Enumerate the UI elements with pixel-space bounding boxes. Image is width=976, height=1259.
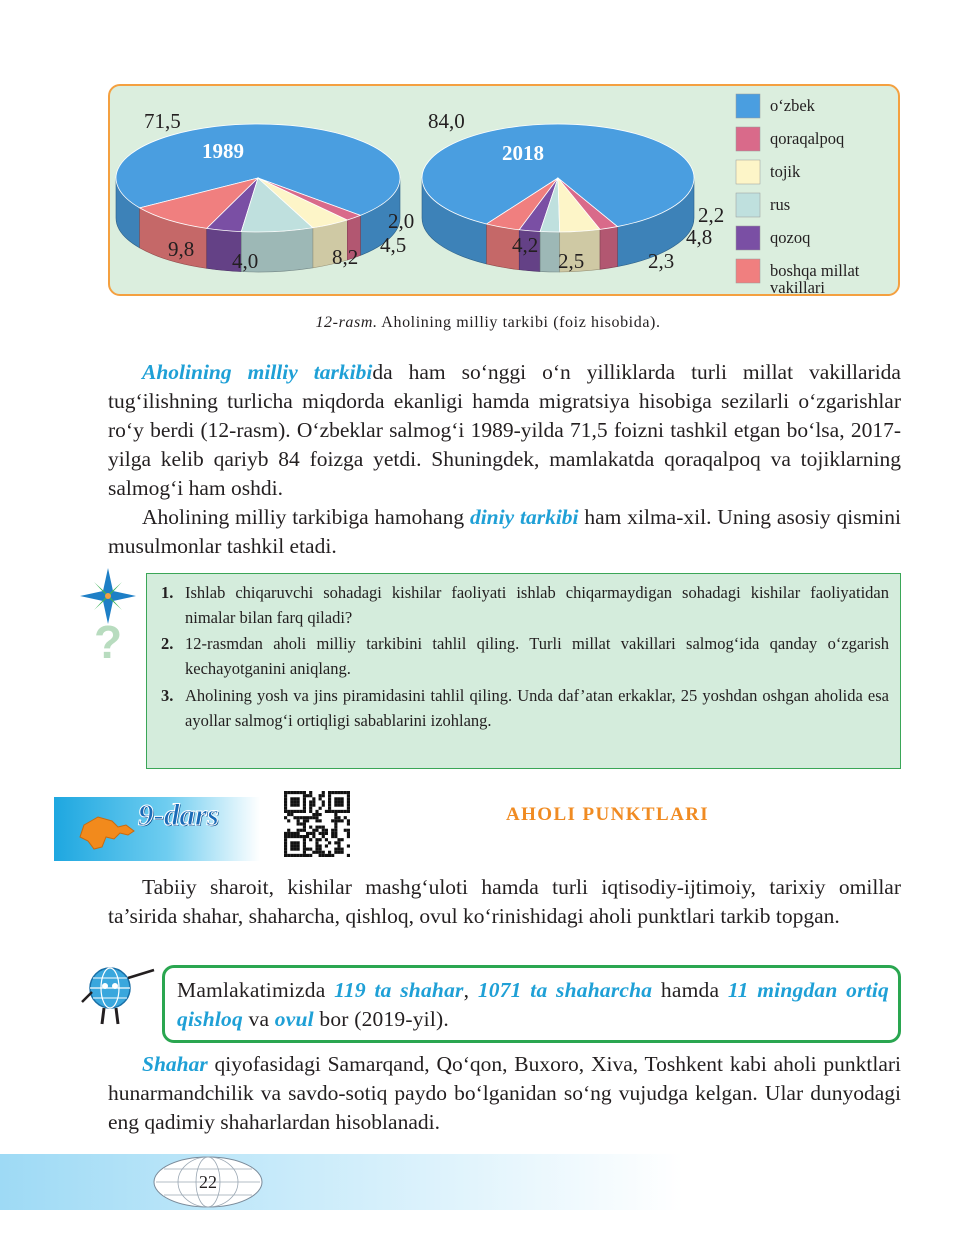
pie-value-label: 9,8 [168, 237, 195, 261]
legend-swatch [736, 226, 760, 250]
intro-paragraph-2-end: ham xilma-xil. Uning asosiy qismini musulmonlar tashkil etadi. [108, 505, 901, 558]
uzbekistan-map-icon [54, 797, 144, 861]
question-item [161, 683, 889, 733]
legend-swatch [736, 94, 760, 118]
figure-caption [0, 314, 976, 332]
legend-label: boshqa millat [770, 261, 860, 280]
term-city: Shahar [142, 1052, 208, 1076]
term-national-composition: Aholining milliy tarkibi [142, 360, 373, 384]
legend-label: qoraqalpoq [770, 129, 845, 148]
legend-label: rus [770, 195, 791, 214]
section-paragraph-2 [108, 1050, 901, 1137]
pie-value-label: 4,5 [380, 233, 407, 257]
questions-box [146, 573, 901, 769]
section-paragraph-2-text: qiyofasidagi Samarqand, Qo‘qon, Buxoro, Xiva, Toshkent kabi aholi punktlari hunarmandchilik va savdo-sotiq paydo bo‘lganidan so‘ng vujudga kelgan. Ular dunyodagi eng qadimiy shaharlardan hisoblanadi. [108, 1052, 901, 1134]
caption-label: 12-rasm. [315, 314, 378, 331]
question-number: 3. [161, 686, 174, 705]
info-text-part: va [242, 1007, 275, 1031]
info-text-part: hamda [652, 978, 728, 1002]
chart-legend [736, 94, 860, 296]
legend-swatch [736, 127, 760, 151]
info-highlight-villages: 11 mingdan ortiq qishloq [177, 978, 889, 1031]
footer-bar [0, 1154, 976, 1210]
pie-2018 [422, 109, 724, 273]
question-text: 12-rasmdan aholi milliy tarkibini tahlil qiling. Turli millat vakillari salmog‘ida qanday o‘zgarish kechayotganini aniqlang. [185, 634, 889, 678]
info-box [162, 965, 901, 1043]
legend-label: vakillari [770, 278, 825, 297]
compass-question-icon [72, 566, 142, 662]
legend-swatch [736, 193, 760, 217]
pie-chart-figure [108, 84, 900, 296]
question-text: Aholining yosh va jins piramidasini tahlil qiling. Unda daf’atan erkaklar, 25 yoshdan oshgan aholida esa ayollar salmog‘i ortiqligi sabablarini izohlang. [185, 686, 889, 730]
svg-text:?: ? [93, 616, 123, 662]
legend-label: o‘zbek [770, 96, 815, 115]
page-number: 22 [199, 1172, 217, 1192]
intro-paragraph-1-text: da ham so‘nggi o‘n yilliklarda turli millat vakillarida tug‘ilishning turlicha miqdorda ekanligi hamda migratsiya hisobiga sezilarli o‘zgarishlar ro‘y berdi (12-rasm). O‘zbeklar salmog‘i 1989-yilda 71,5 foizni tashkil etgan bo‘lsa, 2017-yilga kelib qariyb 84 foizga yetdi. Shuningdek, mamlakatda qoraqalpoq va tojiklarning salmog‘i ham oshdi. [108, 360, 901, 500]
lesson-number: 9-dars [138, 797, 219, 832]
legend-label: tojik [770, 162, 801, 181]
pie-charts [110, 86, 900, 296]
pie-value-label: 2,0 [388, 209, 415, 233]
question-item [161, 631, 889, 681]
intro-paragraph-2 [108, 503, 901, 561]
pie-side-o‘zbek [540, 232, 560, 272]
qr-code[interactable] [284, 791, 350, 857]
info-highlight-cities: 119 ta shahar [334, 978, 464, 1002]
intro-paragraph-1 [108, 358, 901, 503]
pie-value-label: 2,2 [698, 203, 725, 227]
pie-value-label: 4,2 [512, 233, 539, 257]
question-number: 1. [161, 583, 174, 602]
legend-swatch [736, 160, 760, 184]
legend-label: qozoq [770, 228, 811, 247]
info-text-part: bor (2019-yil). [313, 1007, 449, 1031]
legend-swatch [736, 259, 760, 283]
pie-value-label: 8,2 [332, 245, 359, 269]
info-text-part: Mamlakatimizda [177, 978, 335, 1002]
globe-mascot-icon [78, 962, 158, 1028]
question-item [161, 580, 889, 630]
info-text [177, 976, 889, 1034]
question-text: Ishlab chiqaruvchi sohadagi kishilar faoliyati ishlab chiqarmaydigan sohadagi kishilar faoliyatidan nimalar bilan farq qiladi? [185, 583, 889, 627]
pie-year-label: 2018 [502, 141, 544, 165]
info-highlight-towns: 1071 ta shaharcha [477, 978, 653, 1002]
term-religious-composition: diniy tarkibi [469, 505, 579, 529]
section-paragraph-1: Tabiiy sharoit, kishilar mashg‘uloti hamda turli iqtisodiy-ijtimoiy, tarixiy omillar ta’sirida shahar, shaharcha, qishloq, ovul ko‘rinishidagi aholi punktlari tarkib topgan. [108, 875, 901, 928]
question-number: 2. [161, 634, 174, 653]
intro-paragraph-2-start: Aholining milliy tarkibiga hamohang [142, 505, 470, 529]
pie-value-label: 2,5 [558, 249, 585, 273]
pie-value-label: 4,0 [232, 249, 259, 273]
pie-side-o‘zbek [600, 227, 617, 270]
section-title: AHOLI PUNKTLARI [506, 804, 710, 825]
caption-text: Aholining milliy tarkibi (foiz hisobida). [377, 314, 661, 331]
pie-value-label: 4,8 [686, 225, 713, 249]
pie-value-label: 71,5 [144, 109, 181, 133]
pie-1989 [116, 109, 414, 273]
pie-value-label: 84,0 [428, 109, 465, 133]
info-text-part: , [463, 978, 478, 1002]
info-highlight-auls: ovul [274, 1007, 314, 1031]
pie-value-label: 2,3 [648, 249, 675, 273]
pie-year-label: 1989 [202, 139, 244, 163]
